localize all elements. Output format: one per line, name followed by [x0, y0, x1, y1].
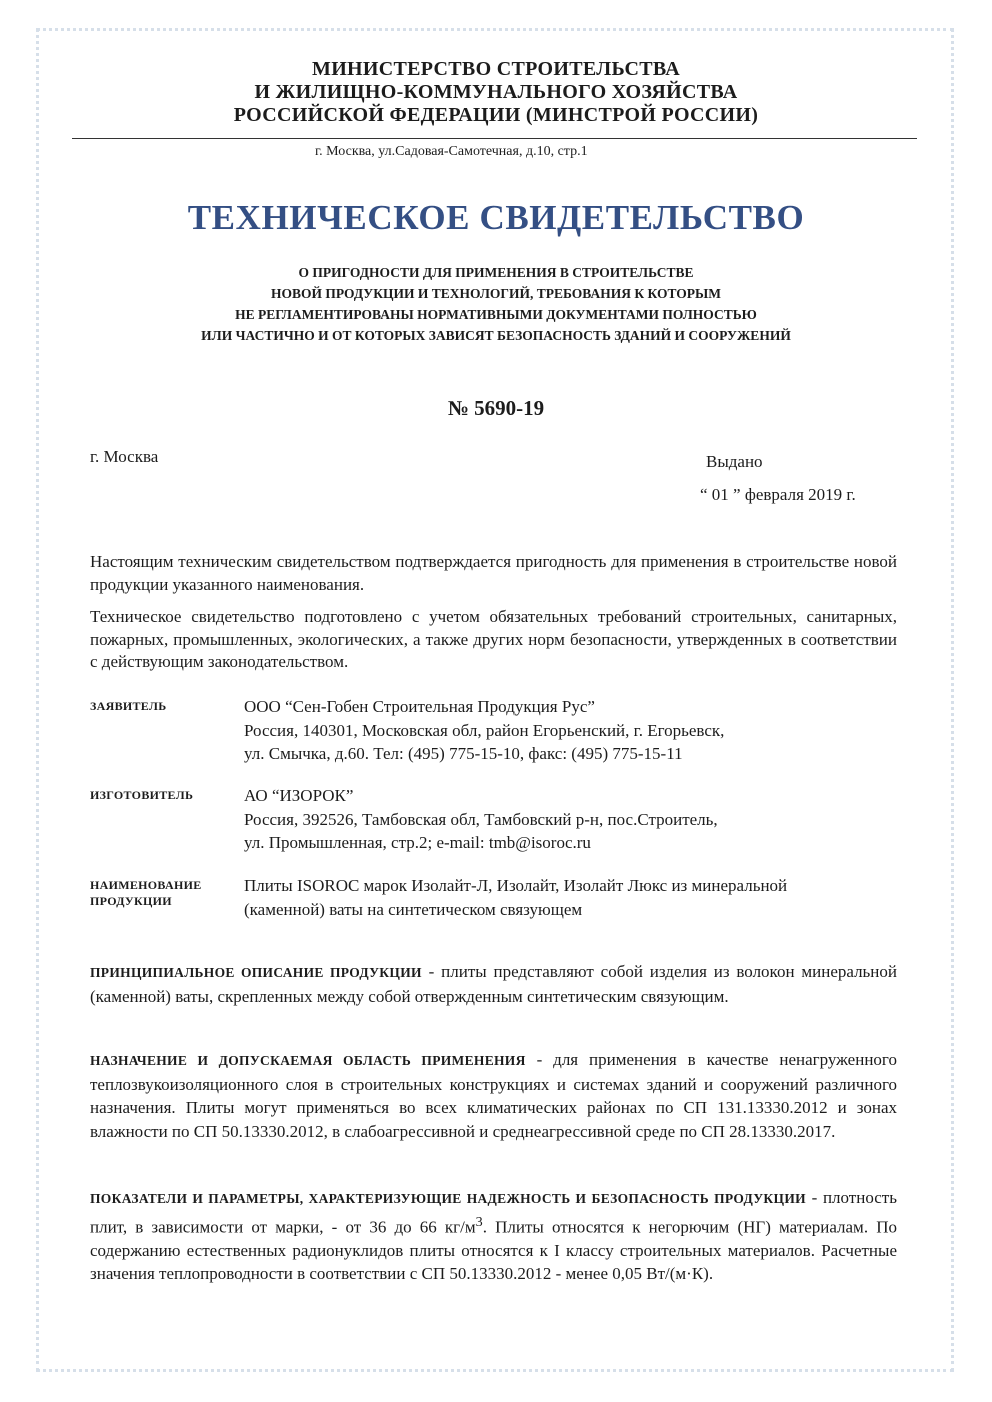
manufacturer-address-1: Россия, 392526, Тамбовская обл, Тамбовский р-н, пос.Строитель,	[244, 809, 718, 829]
manufacturer-label: ИЗГОТОВИТЕЛЬ	[90, 788, 194, 802]
purpose-section	[90, 1048, 897, 1143]
ministry-address: г. Москва, ул.Садовая-Самотечная, д.10, стр.1	[315, 144, 588, 159]
indicators-text-a: - плотность плит, в зависимости от марки, - от 36 до 66 кг/м	[90, 1188, 897, 1237]
indicators-text-b: . Плиты относятся к негорючим (НГ) материалам. По содержанию естественных радионуклидов плиты относятся к I классу строительных материалов. Расчетные значения теплопроводности в соответствии с СП 50.13330.2012 - менее 0,05 Вт/(м·К).	[90, 1217, 897, 1284]
intro-paragraph-1: Настоящим техническим свидетельством подтверждается пригодность для применения в строительстве новой продукции указанного наименования.	[90, 552, 897, 594]
issue-date: “ 01 ” февраля 2019 г.	[700, 485, 856, 504]
applicant-details	[244, 695, 724, 766]
document-title: ТЕХНИЧЕСКОЕ СВИДЕТЕЛЬСТВО	[187, 198, 805, 237]
product-name-1: Плиты ISOROC марок Изолайт-Л, Изолайт, Изолайт Люкс из минеральной	[244, 876, 788, 895]
description-section	[90, 960, 897, 1008]
subtitle-line-4: ИЛИ ЧАСТИЧНО И ОТ КОТОРЫХ ЗАВИСЯТ БЕЗОПАСНОСТЬ ЗДАНИЙ И СООРУЖЕНИЙ	[201, 328, 791, 343]
manufacturer-address-2: ул. Промышленная, стр.2; e-mail: tmb@isoroc.ru	[244, 833, 591, 852]
document-subtitle	[0, 262, 992, 346]
manufacturer-details	[244, 784, 718, 855]
subtitle-line-2: НОВОЙ ПРОДУКЦИИ И ТЕХНОЛОГИЙ, ТРЕБОВАНИЯ К КОТОРЫМ	[270, 286, 722, 301]
product-details	[244, 874, 787, 921]
issue-city: г. Москва	[90, 447, 159, 466]
ministry-line-1: МИНИСТЕРСТВО СТРОИТЕЛЬСТВА	[312, 58, 680, 80]
purpose-text: - для применения в качестве ненагруженного теплозвукоизоляционного слоя в строительных конструкциях и системах зданий и сооружений различного назначения. Плиты могут применяться во всех климатических районах по СП 131.13330.2012 и зонах влажности по СП 50.13330.2012, в слабоагрессивной и среднеагрессивной среде по СП 28.13330.2017.	[90, 1050, 897, 1141]
issued-label: Выдано	[706, 452, 763, 471]
ministry-line-3: РОССИЙСКОЙ ФЕДЕРАЦИИ (МИНСТРОЙ РОССИИ)	[233, 104, 759, 126]
product-label-line-1: НАИМЕНОВАНИЕ	[90, 878, 202, 892]
subtitle-line-1: О ПРИГОДНОСТИ ДЛЯ ПРИМЕНЕНИЯ В СТРОИТЕЛЬСТВЕ	[298, 265, 694, 280]
header-divider	[72, 138, 917, 139]
ministry-header	[0, 58, 992, 127]
intro-paragraph-2: Техническое свидетельство подготовлено с учетом обязательных требований строительных, санитарных, пожарных, промышленных, экологических, а также других норм безопасности, утвержденных в соответствии с действующим законодательством.	[90, 607, 897, 671]
subtitle-line-3: НЕ РЕГЛАМЕНТИРОВАНЫ НОРМАТИВНЫМИ ДОКУМЕНТАМИ ПОЛНОСТЬЮ	[235, 307, 757, 322]
ministry-line-2: И ЖИЛИЩНО-КОММУНАЛЬНОГО ХОЗЯЙСТВА	[254, 81, 738, 103]
description-text: - плиты представляют собой изделия из волокон минеральной (каменной) ваты, скрепленных между собой отвержденным синтетическим связующим.	[90, 962, 898, 1006]
purpose-heading: НАЗНАЧЕНИЕ И ДОПУСКАЕМАЯ ОБЛАСТЬ ПРИМЕНЕНИЯ	[90, 1053, 526, 1068]
applicant-address-1: Россия, 140301, Московская обл, район Егорьенский, г. Егорьевск,	[244, 720, 725, 740]
indicators-section	[90, 1186, 897, 1286]
manufacturer-name: АО “ИЗОРОК”	[244, 786, 354, 805]
applicant-address-2: ул. Смычка, д.60. Тел: (495) 775-15-10, факс: (495) 775-15-11	[244, 744, 683, 763]
product-label	[90, 877, 202, 909]
product-name-2: (каменной) ваты на синтетическом связующем	[244, 899, 583, 919]
applicant-label: ЗАЯВИТЕЛЬ	[90, 699, 167, 713]
document-number: № 5690-19	[447, 396, 545, 420]
description-heading: ПРИНЦИПИАЛЬНОЕ ОПИСАНИЕ ПРОДУКЦИИ	[90, 965, 422, 980]
product-label-line-2: ПРОДУКЦИИ	[90, 894, 172, 908]
indicators-heading: ПОКАЗАТЕЛИ И ПАРАМЕТРЫ, ХАРАКТЕРИЗУЮЩИЕ НАДЕЖНОСТЬ И БЕЗОПАСНОСТЬ ПРОДУКЦИИ	[90, 1191, 806, 1206]
indicators-superscript: 3	[475, 1213, 483, 1230]
applicant-name: ООО “Сен-Гобен Строительная Продукция Рус”	[244, 697, 595, 716]
